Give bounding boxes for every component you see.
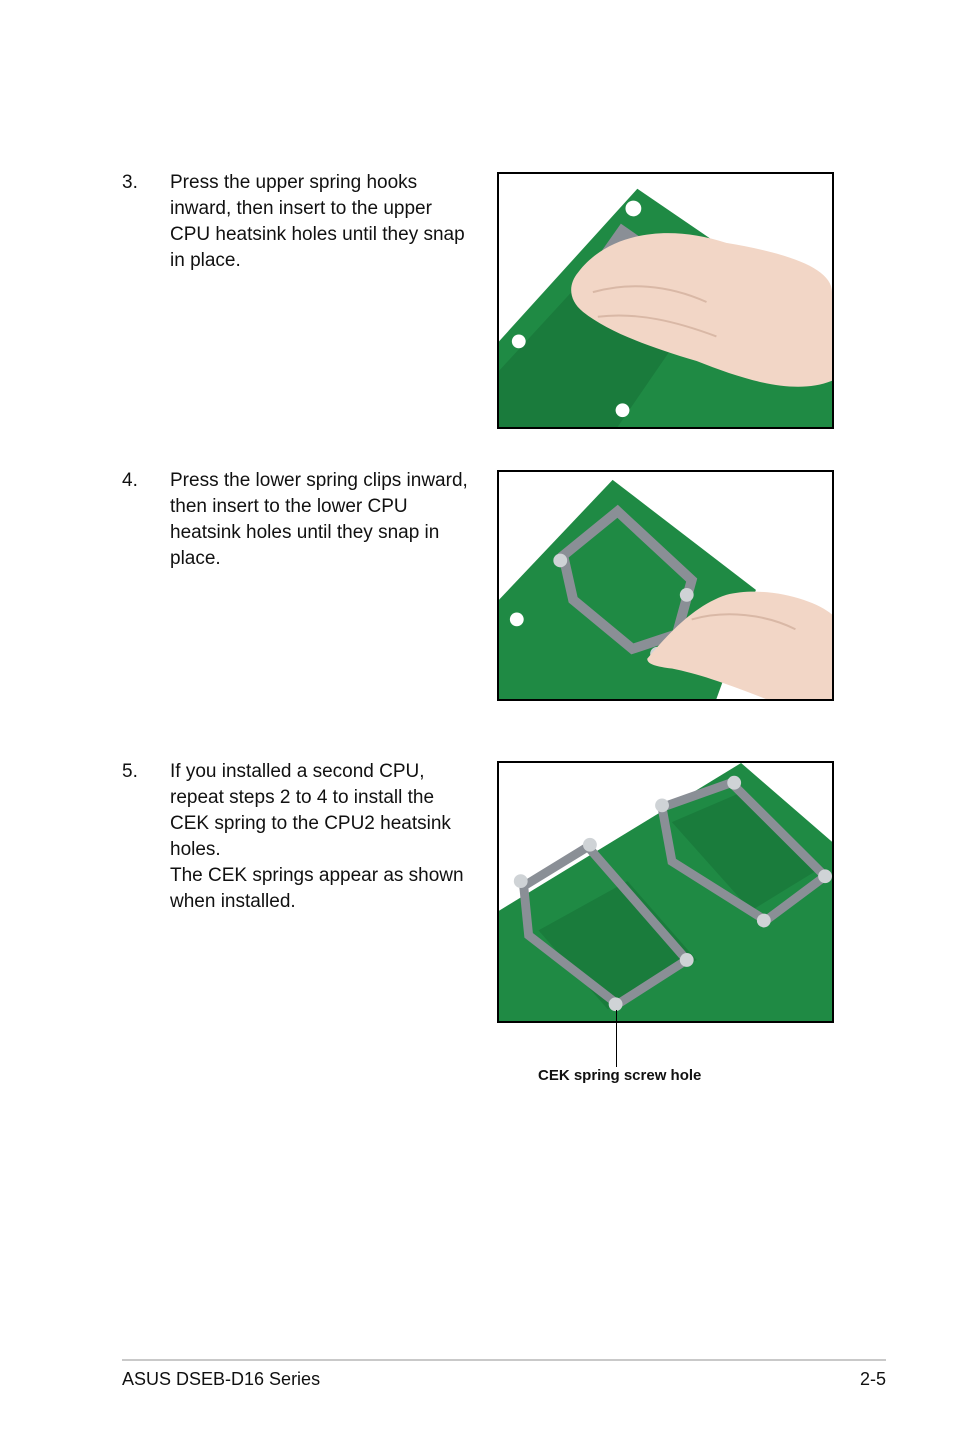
step-4-text: Press the lower spring clips inward, then insert to the lower CPU heatsink holes until they snap in place. <box>170 470 468 569</box>
step-4-photo <box>497 470 834 701</box>
step-4-number: 4. <box>122 470 138 491</box>
finger-pressing-spring-clips-image <box>499 472 832 699</box>
step-5-photo <box>497 761 834 1023</box>
footer-rule <box>122 1359 886 1361</box>
step-3-text: Press the upper spring hooks inward, then insert to the upper CPU heatsink holes until they snap in place. <box>170 172 465 271</box>
step-5-number: 5. <box>122 761 138 782</box>
step-3-number: 3. <box>122 172 138 193</box>
footer-product-name: ASUS DSEB-D16 Series <box>122 1369 321 1389</box>
step-3-photo <box>497 172 834 429</box>
callout-label: CEK spring screw hole <box>538 1067 702 1084</box>
step-5-text: If you installed a second CPU, repeat steps 2 to 4 to install the CEK spring to the CPU2 heatsink holes. The CEK springs appear as shown when installed. <box>170 761 464 912</box>
hand-pressing-spring-hooks-image <box>499 174 832 427</box>
installed-cek-springs-image <box>499 763 832 1021</box>
callout-leader-line <box>616 1010 617 1067</box>
footer-page-number: 2-5 <box>859 1369 886 1389</box>
